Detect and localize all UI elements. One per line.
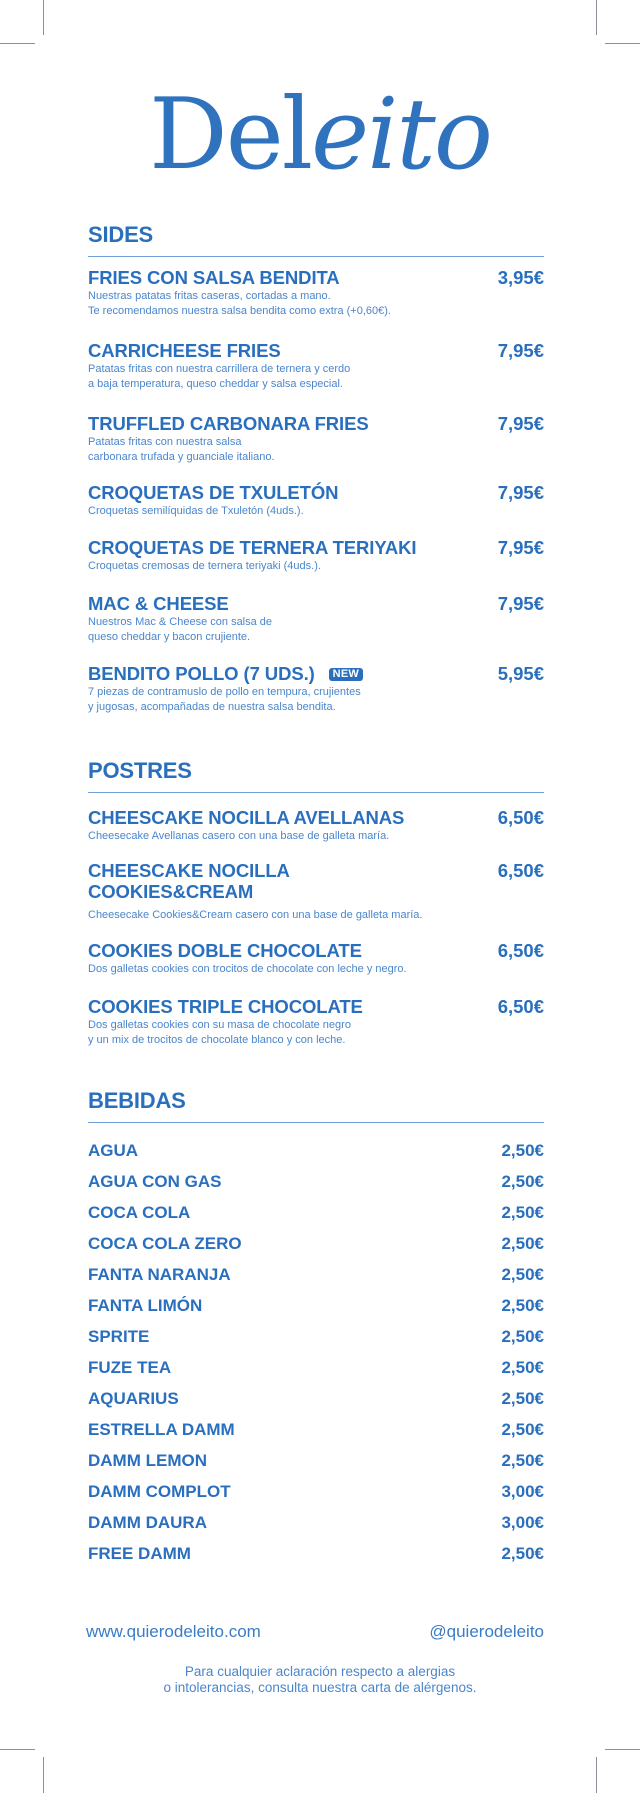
item-price: 7,95€ (497, 340, 544, 361)
item-name: TRUFFLED CARBONARA FRIES (88, 413, 369, 434)
crop-mark-bottom-left-vertical (43, 1757, 44, 1793)
logo-text-1: Del (149, 78, 312, 192)
menu-item (88, 413, 544, 464)
drink-item: FANTA LIMÓN 2,50€ (88, 1296, 544, 1315)
menu-item (88, 482, 544, 519)
menu-item (88, 537, 544, 574)
drink-item: AQUARIUS 2,50€ (88, 1389, 544, 1408)
section-sides (88, 222, 544, 713)
crop-mark-top-right-horizontal (605, 43, 640, 44)
item-description: Nuestros Mac & Cheese con salsa de queso cheddar y bacon crujiente. (88, 616, 273, 643)
item-name: CARRICHEESE FRIES (88, 340, 281, 361)
drink-item: DAMM LEMON 2,50€ (88, 1451, 544, 1470)
item-description: 7 piezas de contramuslo de pollo en tempura, crujientes y jugosas, acompañadas de nuestra salsa bendita. (88, 686, 361, 713)
menu-item (88, 807, 544, 844)
footer-links (86, 1622, 544, 1642)
menu-item (88, 860, 544, 923)
item-description: Dos galletas cookies con trocitos de chocolate con leche y negro. (88, 963, 407, 975)
item-description: Patatas fritas con nuestra carrillera de ternera y cerdo a baja temperatura, queso cheddar y salsa especial. (88, 363, 351, 390)
crop-mark-top-left-horizontal (0, 43, 35, 44)
item-name: COOKIES DOBLE CHOCOLATE (88, 940, 362, 961)
drink-item: ESTRELLA DAMM 2,50€ (88, 1420, 544, 1439)
drink-item: DAMM COMPLOT 3,00€ (88, 1482, 544, 1501)
item-price: 7,95€ (497, 593, 544, 614)
item-price: 3,95€ (497, 267, 544, 288)
menu-item (88, 593, 544, 644)
item-description: Patatas fritas con nuestra salsa carbonara trufada y guanciale italiano. (88, 436, 275, 463)
item-description: Croquetas semilíquidas de Txuletón (4uds.). (88, 505, 304, 517)
section-bebidas (88, 1088, 544, 1563)
section-title: SIDES (88, 222, 154, 247)
item-description: Cheesecake Avellanas casero con una base de galleta maría. (88, 830, 390, 842)
new-badge: NEW (329, 668, 363, 681)
menu-item (88, 663, 544, 714)
brand-logo (0, 78, 640, 192)
item-price: 7,95€ (497, 482, 544, 503)
menu-item (88, 340, 544, 391)
section-title: POSTRES (88, 758, 192, 783)
crop-mark-bottom-right-horizontal (605, 1749, 640, 1750)
section-title: BEBIDAS (88, 1088, 186, 1113)
section-postres (88, 758, 544, 1046)
section-divider (88, 1122, 544, 1123)
item-name: MAC & CHEESE (88, 593, 229, 614)
item-description: Croquetas cremosas de ternera teriyaki (4uds.). (88, 560, 321, 572)
website-link[interactable]: www.quierodeleito.com (86, 1622, 261, 1641)
item-name: CROQUETAS DE TERNERA TERIYAKI (88, 537, 417, 558)
logo-text-3: ito (367, 78, 491, 192)
menu-item (88, 940, 544, 977)
item-name: COOKIES TRIPLE CHOCOLATE (88, 996, 363, 1017)
social-handle[interactable]: @quierodeleito (429, 1622, 544, 1641)
logo-text-2: e (311, 78, 368, 192)
item-name: CHEESCAKE NOCILLA AVELLANAS (88, 807, 405, 828)
drink-item: SPRITE 2,50€ (88, 1327, 544, 1346)
item-name: CHEESCAKE NOCILLA COOKIES&CREAM (88, 860, 290, 902)
item-price: 6,50€ (497, 860, 544, 881)
section-divider (88, 256, 544, 257)
item-description: Nuestras patatas fritas caseras, cortadas a mano. Te recomendamos nuestra salsa bendita como extra (+0,60€). (88, 290, 391, 317)
drink-item: FUZE TEA 2,50€ (88, 1358, 544, 1377)
item-price: 5,95€ (497, 663, 544, 684)
item-name: BENDITO POLLO (7 UDS.) NEW (88, 663, 363, 684)
drink-item: AGUA CON GAS 2,50€ (88, 1172, 544, 1191)
item-price: 7,95€ (497, 413, 544, 434)
item-name: FRIES CON SALSA BENDITA (88, 267, 340, 288)
item-description: Cheesecake Cookies&Cream casero con una base de galleta maría. (88, 909, 423, 921)
drink-item: COCA COLA 2,50€ (88, 1203, 544, 1222)
item-price: 6,50€ (497, 940, 544, 961)
section-divider (88, 792, 544, 793)
crop-mark-top-left-vertical (43, 0, 44, 35)
drink-item: FANTA NARANJA 2,50€ (88, 1265, 544, 1284)
crop-mark-top-right-vertical (596, 0, 597, 35)
crop-mark-bottom-right-vertical (596, 1757, 597, 1793)
crop-mark-bottom-left-horizontal (0, 1749, 35, 1750)
item-price: 6,50€ (497, 807, 544, 828)
drink-item: COCA COLA ZERO 2,50€ (88, 1234, 544, 1253)
item-name: CROQUETAS DE TXULETÓN (88, 482, 339, 503)
allergen-note: Para cualquier aclaración respecto a alergias o intolerancias, consulta nuestra carta de alérgenos. (163, 1664, 477, 1695)
menu-item (88, 267, 544, 318)
menu-item (88, 996, 544, 1047)
drink-item: DAMM DAURA 3,00€ (88, 1513, 544, 1532)
drink-item: FREE DAMM 2,50€ (88, 1544, 544, 1563)
item-price: 6,50€ (497, 996, 544, 1017)
item-description: Dos galletas cookies con su masa de chocolate negro y un mix de trocitos de chocolate blanco y con leche. (88, 1019, 351, 1046)
item-price: 7,95€ (497, 537, 544, 558)
drink-item: AGUA 2,50€ (88, 1141, 544, 1160)
